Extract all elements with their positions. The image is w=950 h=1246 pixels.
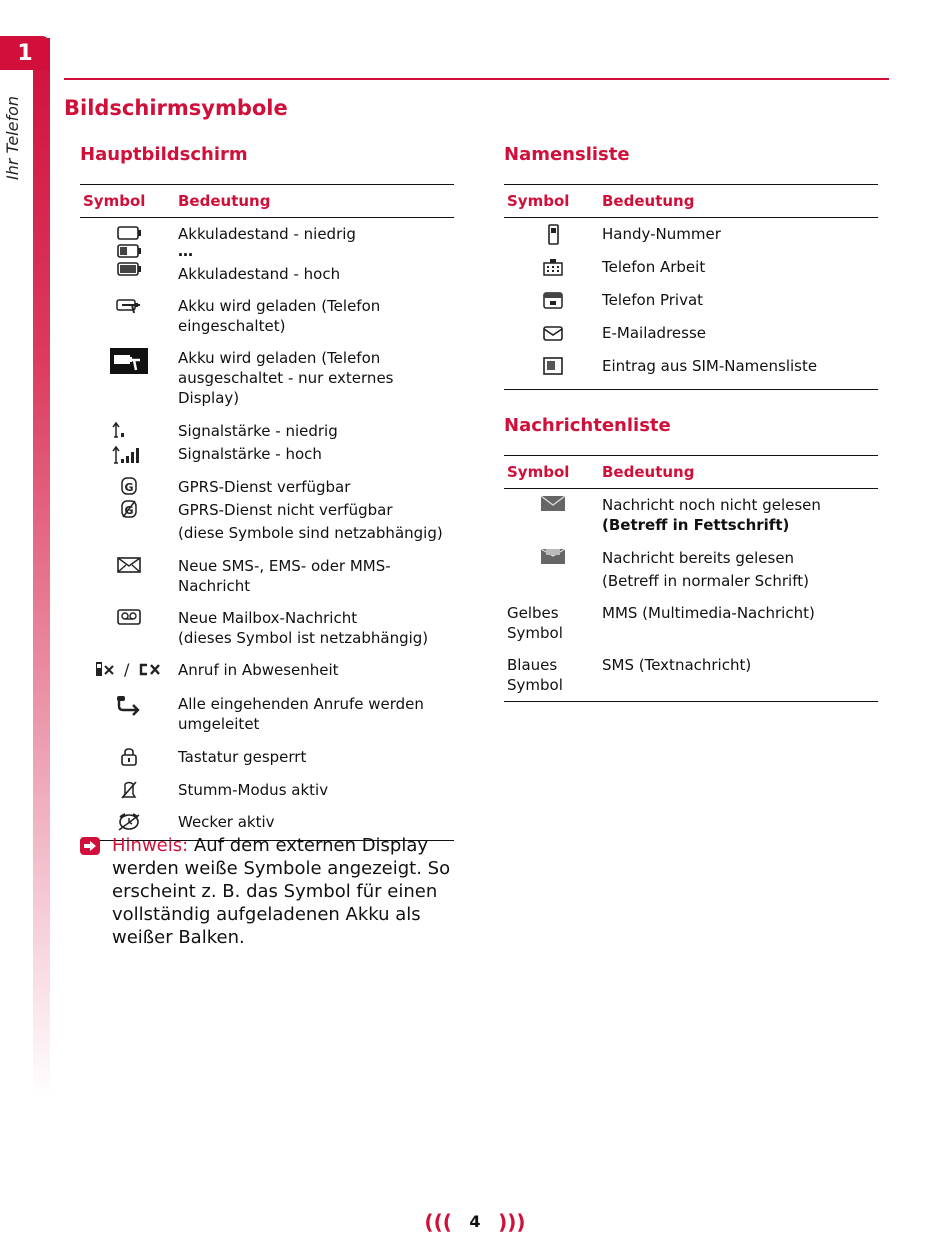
header-meaning: Bedeutung [178, 192, 271, 210]
table-row [504, 323, 878, 356]
table-row [504, 224, 878, 257]
main-screen-table [80, 184, 454, 841]
page-number: 4 [469, 1212, 481, 1231]
page-title: Bildschirmsymbole [64, 96, 288, 120]
table-row [504, 495, 878, 535]
row-line: (dieses Symbol ist netzabhängig) [178, 629, 429, 647]
table-row [504, 603, 878, 643]
battery-levels-icon [80, 224, 178, 284]
table-row [80, 694, 454, 734]
footer-waves-left: ((( [424, 1210, 452, 1234]
voicemail-icon [80, 608, 178, 648]
missed-call-icon [80, 660, 178, 680]
table-header [504, 185, 878, 218]
svg-text:G: G [124, 481, 134, 494]
row-line: Akku wird geladen (Telefon [178, 297, 381, 315]
alarm-icon [80, 812, 178, 832]
table-row [80, 348, 454, 408]
row-line: GPRS-Dienst verfügbar [178, 478, 351, 496]
row-text: Telefon Arbeit [602, 258, 706, 276]
row-text: Eintrag aus SIM-Namensliste [602, 357, 818, 375]
table-row [504, 356, 878, 389]
section-title-name-list: Namensliste [504, 144, 630, 165]
row-line: … [178, 242, 193, 260]
header-symbol: Symbol [83, 192, 146, 210]
email-address-icon [504, 323, 602, 356]
row-line: Akkuladestand - niedrig [178, 225, 356, 243]
table-row [80, 812, 454, 832]
table-row [504, 290, 878, 323]
table-row [80, 477, 454, 543]
row-line: Stumm-Modus aktiv [178, 781, 329, 799]
svg-text:G: G [124, 504, 134, 517]
row-line: eingeschaltet) [178, 317, 286, 335]
signal-strength-icon [80, 421, 178, 465]
row-line: umgeleitet [178, 715, 260, 733]
row-line: Signalstärke - hoch [178, 445, 322, 463]
row-line: (Betreff in Fettschrift) [602, 516, 790, 534]
row-line: GPRS-Dienst nicht verfügbar [178, 501, 393, 519]
section-title-main-screen: Hauptbildschirm [80, 144, 248, 165]
row-line: Signalstärke - niedrig [178, 422, 338, 440]
table-row [80, 556, 454, 596]
row-line: Anruf in Abwesenheit [178, 661, 339, 679]
message-list-table [504, 455, 878, 702]
home-phone-icon [504, 290, 602, 323]
row-text: Telefon Privat [602, 291, 704, 309]
table-header [504, 456, 878, 489]
keypad-lock-icon [80, 747, 178, 767]
row-line: SMS (Textnachricht) [602, 656, 752, 674]
row-line: Akkuladestand - hoch [178, 265, 341, 283]
row-line: Nachricht [178, 577, 251, 595]
row-line: Neue SMS-, EMS- oder MMS- [178, 557, 391, 575]
symbol-label: Blaues [507, 656, 558, 674]
chapter-label: Ihr Telefon [3, 95, 22, 180]
chapter-sidebar [33, 38, 50, 1098]
unread-message-icon [504, 495, 602, 535]
top-rule [64, 78, 889, 80]
row-text: E-Mailadresse [602, 324, 706, 342]
symbol-label: Gelbes [507, 604, 559, 622]
battery-charging-icon [80, 296, 178, 336]
table-row [80, 780, 454, 800]
call-forward-icon [80, 694, 178, 734]
read-message-icon [504, 548, 602, 591]
symbol-label: Symbol [507, 624, 563, 642]
hint-arrow-icon [80, 837, 100, 861]
symbol-label: Symbol [507, 676, 563, 694]
header-symbol: Symbol [507, 463, 570, 481]
row-line: Nachricht bereits gelesen [602, 549, 795, 567]
sim-entry-icon [504, 356, 602, 389]
table-row [80, 421, 454, 465]
gprs-icon [80, 477, 178, 543]
header-symbol: Symbol [507, 192, 570, 210]
row-line: Wecker aktiv [178, 813, 275, 831]
row-line: (Betreff in normaler Schrift) [602, 572, 809, 590]
row-line: (diese Symbole sind netzabhängig) [178, 524, 443, 542]
hint-note [80, 834, 470, 949]
svg-text:/: / [124, 660, 130, 679]
chapter-number-tab [0, 36, 50, 70]
table-row [80, 224, 454, 284]
table-row [80, 747, 454, 767]
row-line: MMS (Multimedia-Nachricht) [602, 604, 815, 622]
silent-mode-icon [80, 780, 178, 800]
header-meaning: Bedeutung [602, 192, 695, 210]
header-meaning: Bedeutung [602, 463, 695, 481]
hint-label: Hinweis: [112, 835, 189, 856]
table-header [80, 185, 454, 218]
footer-waves-right: ))) [498, 1210, 526, 1234]
row-line: Alle eingehenden Anrufe werden [178, 695, 424, 713]
row-line: Akku wird geladen (Telefon [178, 349, 381, 367]
table-row [80, 608, 454, 648]
row-line: Neue Mailbox-Nachricht [178, 609, 358, 627]
battery-charging-external-icon [80, 348, 178, 408]
hint-body: Auf dem externen Display werden weiße Symbole angezeigt. So erscheint z. B. das Symbol für einen vollständig aufgeladenen Akku als weißer Balken. [112, 835, 451, 948]
section-title-message-list: Nachrichtenliste [504, 415, 671, 436]
table-row [504, 655, 878, 695]
row-line: Tastatur gesperrt [178, 748, 307, 766]
chapter-number: 1 [17, 40, 33, 66]
table-row [80, 660, 454, 680]
work-phone-icon [504, 257, 602, 290]
table-row [504, 257, 878, 290]
table-row [504, 548, 878, 591]
row-line: ausgeschaltet - nur externes Display) [178, 369, 394, 407]
name-list-table [504, 184, 878, 390]
row-text: Handy-Nummer [602, 225, 721, 243]
mobile-number-icon [504, 224, 602, 257]
table-row [80, 296, 454, 336]
page-footer [0, 1210, 950, 1234]
row-line: Nachricht noch nicht gelesen [602, 496, 821, 514]
new-message-icon [80, 556, 178, 596]
